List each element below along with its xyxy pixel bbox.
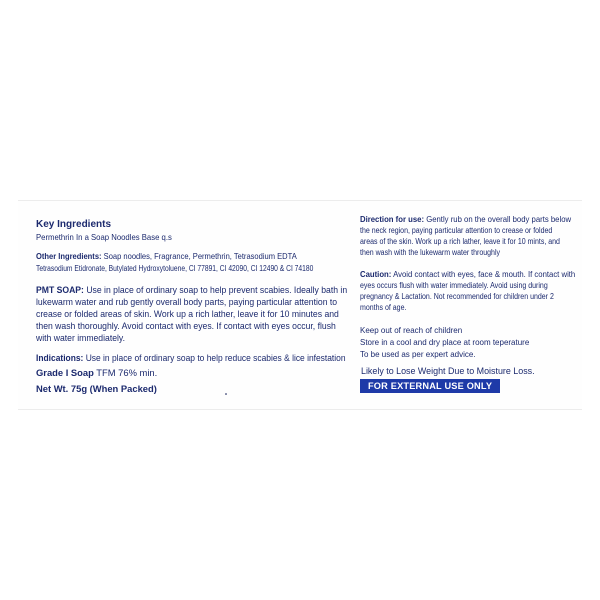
direction-line1	[360, 215, 571, 224]
external-use-badge: FOR EXTERNAL USE ONLY	[360, 379, 500, 393]
print-speck	[225, 393, 227, 395]
storage-line3: To be used as per expert advice.	[360, 349, 476, 359]
other-ingredients-line2: Tetrasodium Etidronate, Butylated Hydroxytoluene, CI 77891, CI 42090, CI 12490 & CI 74180	[36, 264, 314, 273]
moisture-note: Likely to Lose Weight Due to Moisture Loss.	[361, 365, 535, 376]
indications-line	[36, 353, 346, 362]
caution-text: Avoid contact with eyes, face & mouth. If contact with	[393, 269, 576, 279]
pmt-soap-line2: lukewarm water and rub gently overall body parts, paying particular attention to	[36, 296, 338, 307]
pmt-soap-line5: with water immediately.	[36, 332, 125, 343]
pmt-soap-line1	[36, 285, 347, 294]
caution-heading: Caution:	[360, 269, 392, 279]
storage-line1: Keep out of reach of children	[360, 325, 463, 335]
key-ingredients-text: Permethrin In a Soap Noodles Base q.s	[36, 232, 172, 242]
direction-text: Gently rub on the overall body parts below	[426, 214, 572, 224]
direction-line2: the neck region, paying particular attention to crease or folded	[360, 226, 553, 235]
indications-heading: Indications:	[36, 352, 84, 363]
other-ingredients-line1	[36, 252, 297, 261]
pmt-soap-line4: then wash thoroughly. Avoid contact with eyes. If contact with eyes occur, flush	[36, 320, 336, 331]
indications-text: Use in place of ordinary soap to help reduce scabies & lice infestation	[85, 352, 346, 363]
pmt-soap-heading: PMT SOAP:	[36, 284, 84, 295]
storage-line2: Store in a cool and dry place at room teperature	[360, 337, 530, 347]
net-weight: Net Wt. 75g (When Packed)	[36, 383, 157, 394]
other-ingredients-heading: Other Ingredients:	[36, 251, 102, 261]
direction-heading: Direction for use:	[360, 214, 425, 224]
direction-line4: then wash with the lukewarm water throughly	[360, 248, 501, 257]
direction-line3: areas of the skin. Work up a rich lather, leave it for 10 mints, and	[360, 237, 560, 246]
pmt-soap-text: Use in place of ordinary soap to help prevent scabies. Ideally bath in	[86, 284, 348, 295]
caution-line1	[360, 270, 575, 279]
caution-line3: pregnancy & Lactation. Not recommended for children under 2	[360, 292, 554, 301]
grade-line	[36, 368, 157, 377]
grade-heading: Grade I Soap	[36, 367, 94, 378]
caution-line4: months of age.	[360, 303, 407, 312]
caution-line2: eyes occurs flush with water immediately. Avoid using during	[360, 281, 548, 290]
key-ingredients-heading: Key Ingredients	[36, 219, 112, 230]
grade-text: TFM 76% min.	[96, 367, 158, 378]
other-ingredients-text: Soap noodles, Fragrance, Permethrin, Tetrasodium EDTA	[103, 251, 297, 261]
product-label	[18, 200, 582, 410]
pmt-soap-line3: crease or folded areas of skin. Work up a rich lather, leave it for 10 minutes and	[36, 308, 339, 319]
